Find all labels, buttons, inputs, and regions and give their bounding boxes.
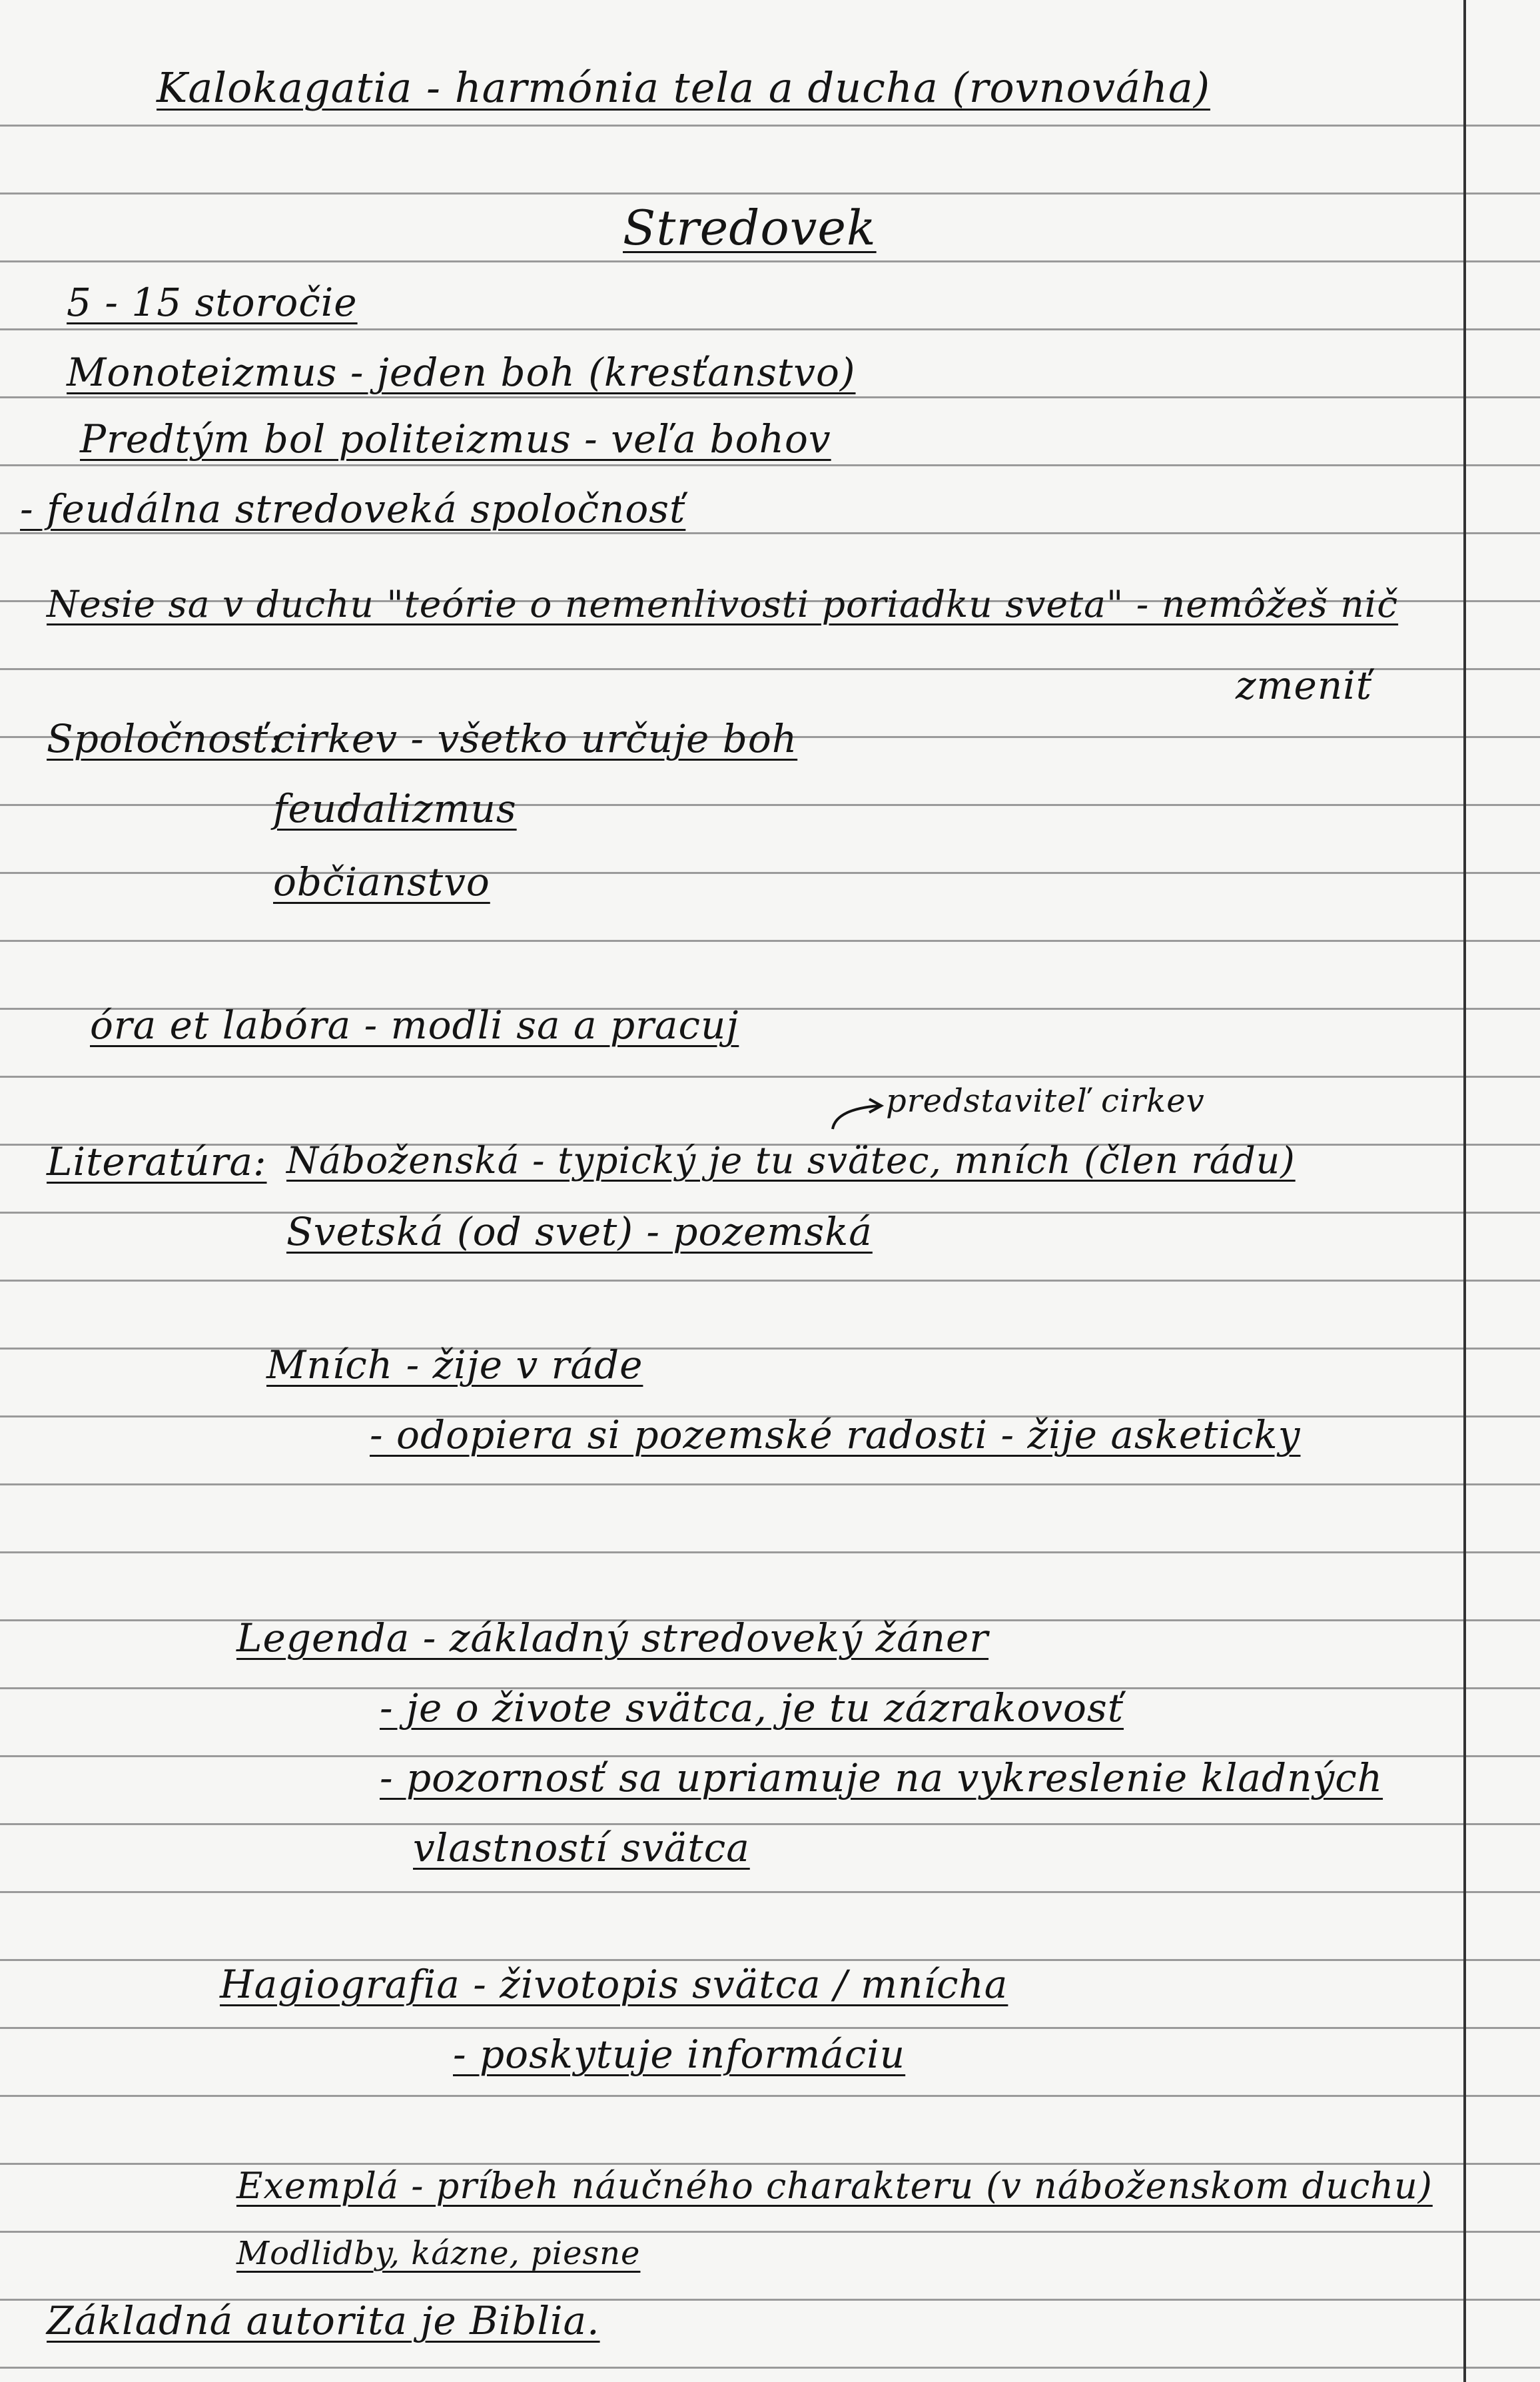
exempla-subline: Modlidby, kázne, piesne bbox=[236, 2235, 641, 2272]
legend-line-2: - je o živote svätca, je tu zázrakovosť bbox=[380, 1685, 1124, 1731]
legend-line-4: vlastností svätca bbox=[413, 1825, 750, 1870]
title-line: Kalokagatia - harmónia tela a ducha (rovnováha) bbox=[157, 63, 1211, 112]
literature-label: Literatúra: bbox=[47, 1139, 267, 1184]
arrow-icon bbox=[829, 1096, 886, 1132]
society-item-feudalism: feudalizmus bbox=[273, 786, 517, 831]
theory-continuation: zmeniť bbox=[1236, 663, 1373, 708]
representative-note: predstaviteľ cirkev bbox=[886, 1082, 1205, 1120]
monotheism-line: Monoteizmus - jeden boh (kresťanstvo) bbox=[67, 350, 856, 395]
monk-line-2: - odopiera si pozemské radosti - žije asketicky bbox=[370, 1412, 1301, 1457]
literature-item-secular: Svetská (od svet) - pozemská bbox=[286, 1209, 873, 1254]
margin-line bbox=[1463, 0, 1466, 2382]
bible-line: Základná autorita je Biblia. bbox=[47, 2298, 600, 2343]
society-item-church: cirkev - všetko určuje boh bbox=[273, 716, 798, 761]
literature-item-religious: Náboženská - typický je tu svätec, mních (člen rádu) bbox=[286, 1139, 1296, 1182]
ora-line: óra et labóra - modli sa a pracuj bbox=[90, 1002, 739, 1048]
legend-line-3: - pozornosť sa upriamuje na vykreslenie kladných bbox=[380, 1755, 1383, 1800]
section-heading: Stredovek bbox=[623, 200, 877, 256]
polytheism-line: Predtým bol politeizmus - veľa bohov bbox=[80, 416, 831, 462]
feudal-line: - feudálna stredoveká spoločnosť bbox=[20, 486, 686, 532]
period-line: 5 - 15 storočie bbox=[67, 280, 358, 325]
exempla-line: Exemplá - príbeh náučného charakteru (v náboženskom duchu) bbox=[236, 2165, 1433, 2207]
hagiography-line-2: - poskytuje informáciu bbox=[453, 2032, 906, 2077]
legend-line: Legenda - základný stredoveký žáner bbox=[236, 1615, 989, 1661]
theory-line: Nesie sa v duchu "teórie o nemenlivosti poriadku sveta" - nemôžeš nič bbox=[47, 583, 1399, 625]
society-label: Spoločnosť: bbox=[47, 716, 282, 761]
hagiography-line: Hagiografia - životopis svätca / mnícha bbox=[220, 1962, 1008, 2007]
society-item-citizens: občianstvo bbox=[273, 859, 490, 905]
monk-line: Mních - žije v ráde bbox=[266, 1342, 643, 1388]
